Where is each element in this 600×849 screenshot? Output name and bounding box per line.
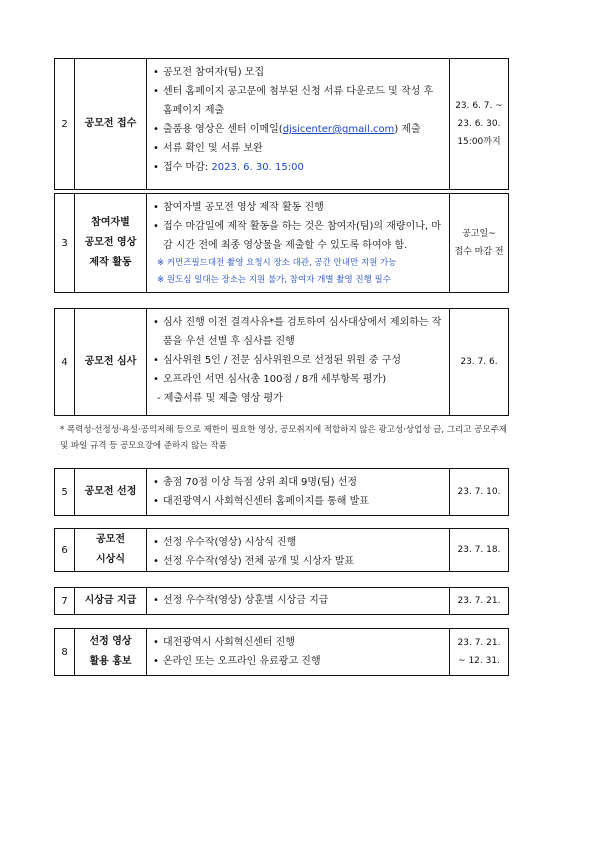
step-row-4: [54, 308, 509, 416]
list-item: • 참여자별 공모전 영상 제작 활동 진행: [153, 198, 445, 217]
step-row-3: [54, 193, 509, 293]
step-title: 선정 영상 활용 홍보: [75, 629, 147, 675]
step-row-7: [54, 587, 509, 615]
step-date: 23. 7. 18.: [457, 545, 501, 555]
step-date: 23. 7. 21.: [457, 596, 501, 606]
list-item: • 선정 우수작(영상) 시상식 진행: [153, 533, 445, 552]
step-number: 2: [55, 59, 75, 189]
step-title: 공모전 시상식: [75, 529, 147, 571]
step-title: 공모전 심사: [75, 309, 147, 415]
footnote: * 폭력성·선정성·욕설·공익저해 등으로 제한이 필요한 영상, 공모취지에 적합하지 않은 광고성·상업성 글, 그리고 공모주제 및 파일 규격 등 공모요강에 준하지 않는 작품: [60, 425, 508, 451]
list-item: • 출품용 영상은 센터 이메일(djsicenter@gmail.com) 제출: [153, 120, 445, 139]
list-item: • 선정 우수작(영상) 전체 공개 및 시상자 발표: [153, 552, 445, 571]
step-date: 공고일~ 접수 마감 전: [454, 229, 504, 257]
list-item: • 온라인 또는 오프라인 유료광고 진행: [153, 652, 445, 671]
step-row-6: [54, 528, 509, 572]
step-row-8: [54, 628, 509, 676]
step-date: 23. 7. 21. ~ 12. 31.: [457, 638, 501, 666]
step-content: [147, 309, 450, 415]
step-number: 6: [55, 529, 75, 571]
list-item: • 공모전 참여자(팀) 모집: [153, 63, 445, 82]
list-item: • 선정 우수작(영상) 상훈별 시상금 지급: [153, 591, 445, 610]
sub-item: - 제출서류 및 제출 영상 평가: [157, 393, 283, 404]
step-title: 공모전 선정: [75, 469, 147, 515]
step-number: 5: [55, 469, 75, 515]
list-item: • 대전광역시 사회혁신센터 홈페이지를 통해 발표: [153, 492, 445, 511]
note-item: ※ 원도심 일대는 장소는 지원 불가, 참여자 개별 촬영 진행 필수: [157, 275, 391, 285]
list-item: • 오프라인 서면 심사(총 100점 / 8개 세부항목 평가): [153, 370, 445, 389]
step-number: 8: [55, 629, 75, 675]
step-date: 23. 7. 6.: [460, 357, 498, 367]
step-row-5: [54, 468, 509, 516]
list-item: • 총점 70점 이상 득점 상위 최대 9명(팀) 선정: [153, 473, 445, 492]
step-title: 시상금 지급: [75, 588, 147, 614]
list-item: • 접수 마감: 2023. 6. 30. 15:00: [153, 158, 445, 177]
list-item: • 대전광역시 사회혁신센터 진행: [153, 633, 445, 652]
step-content: [147, 194, 450, 292]
list-item: • 심사위원 5인 / 전문 심사위원으로 선정된 위원 중 구성: [153, 351, 445, 370]
step-content: [147, 588, 450, 614]
note-item: ※ 커먼즈필드대전 촬영 요청시 장소 대관, 공간 안내만 지원 가능: [157, 258, 397, 268]
step-date: 23. 6. 7. ~ 23. 6. 30. 15:00까지: [455, 101, 503, 147]
step-content: [147, 529, 450, 571]
step-content: [147, 469, 450, 515]
step-title: 참여자별 공모전 영상 제작 활동: [75, 194, 147, 292]
deadline-highlight: 2023. 6. 30. 15:00: [211, 162, 304, 173]
email-link[interactable]: djsicenter@gmail.com: [282, 124, 395, 135]
step-number: 3: [55, 194, 75, 292]
list-item: • 심사 진행 이전 결격사유*를 검토하여 심사대상에서 제외하는 작품을 우선 선별 후 심사를 진행: [153, 313, 445, 351]
step-content: [147, 629, 450, 675]
list-item: • 센터 홈페이지 공고문에 첨부된 신청 서류 다운로드 및 작성 후 홈페이지 제출: [153, 82, 445, 120]
step-number: 4: [55, 309, 75, 415]
list-item: • 접수 마감일에 제작 활동을 하는 것은 참여자(팀)의 재량이나, 마감 시간 전에 최종 영상물을 제출할 수 있도록 하여야 함.: [153, 217, 445, 255]
step-row-2: [54, 58, 509, 190]
list-item: • 서류 확인 및 서류 보완: [153, 139, 445, 158]
step-number: 7: [55, 588, 75, 614]
step-title: 공모전 접수: [75, 59, 147, 189]
step-content: [147, 59, 450, 189]
step-date: 23. 7. 10.: [457, 487, 501, 497]
